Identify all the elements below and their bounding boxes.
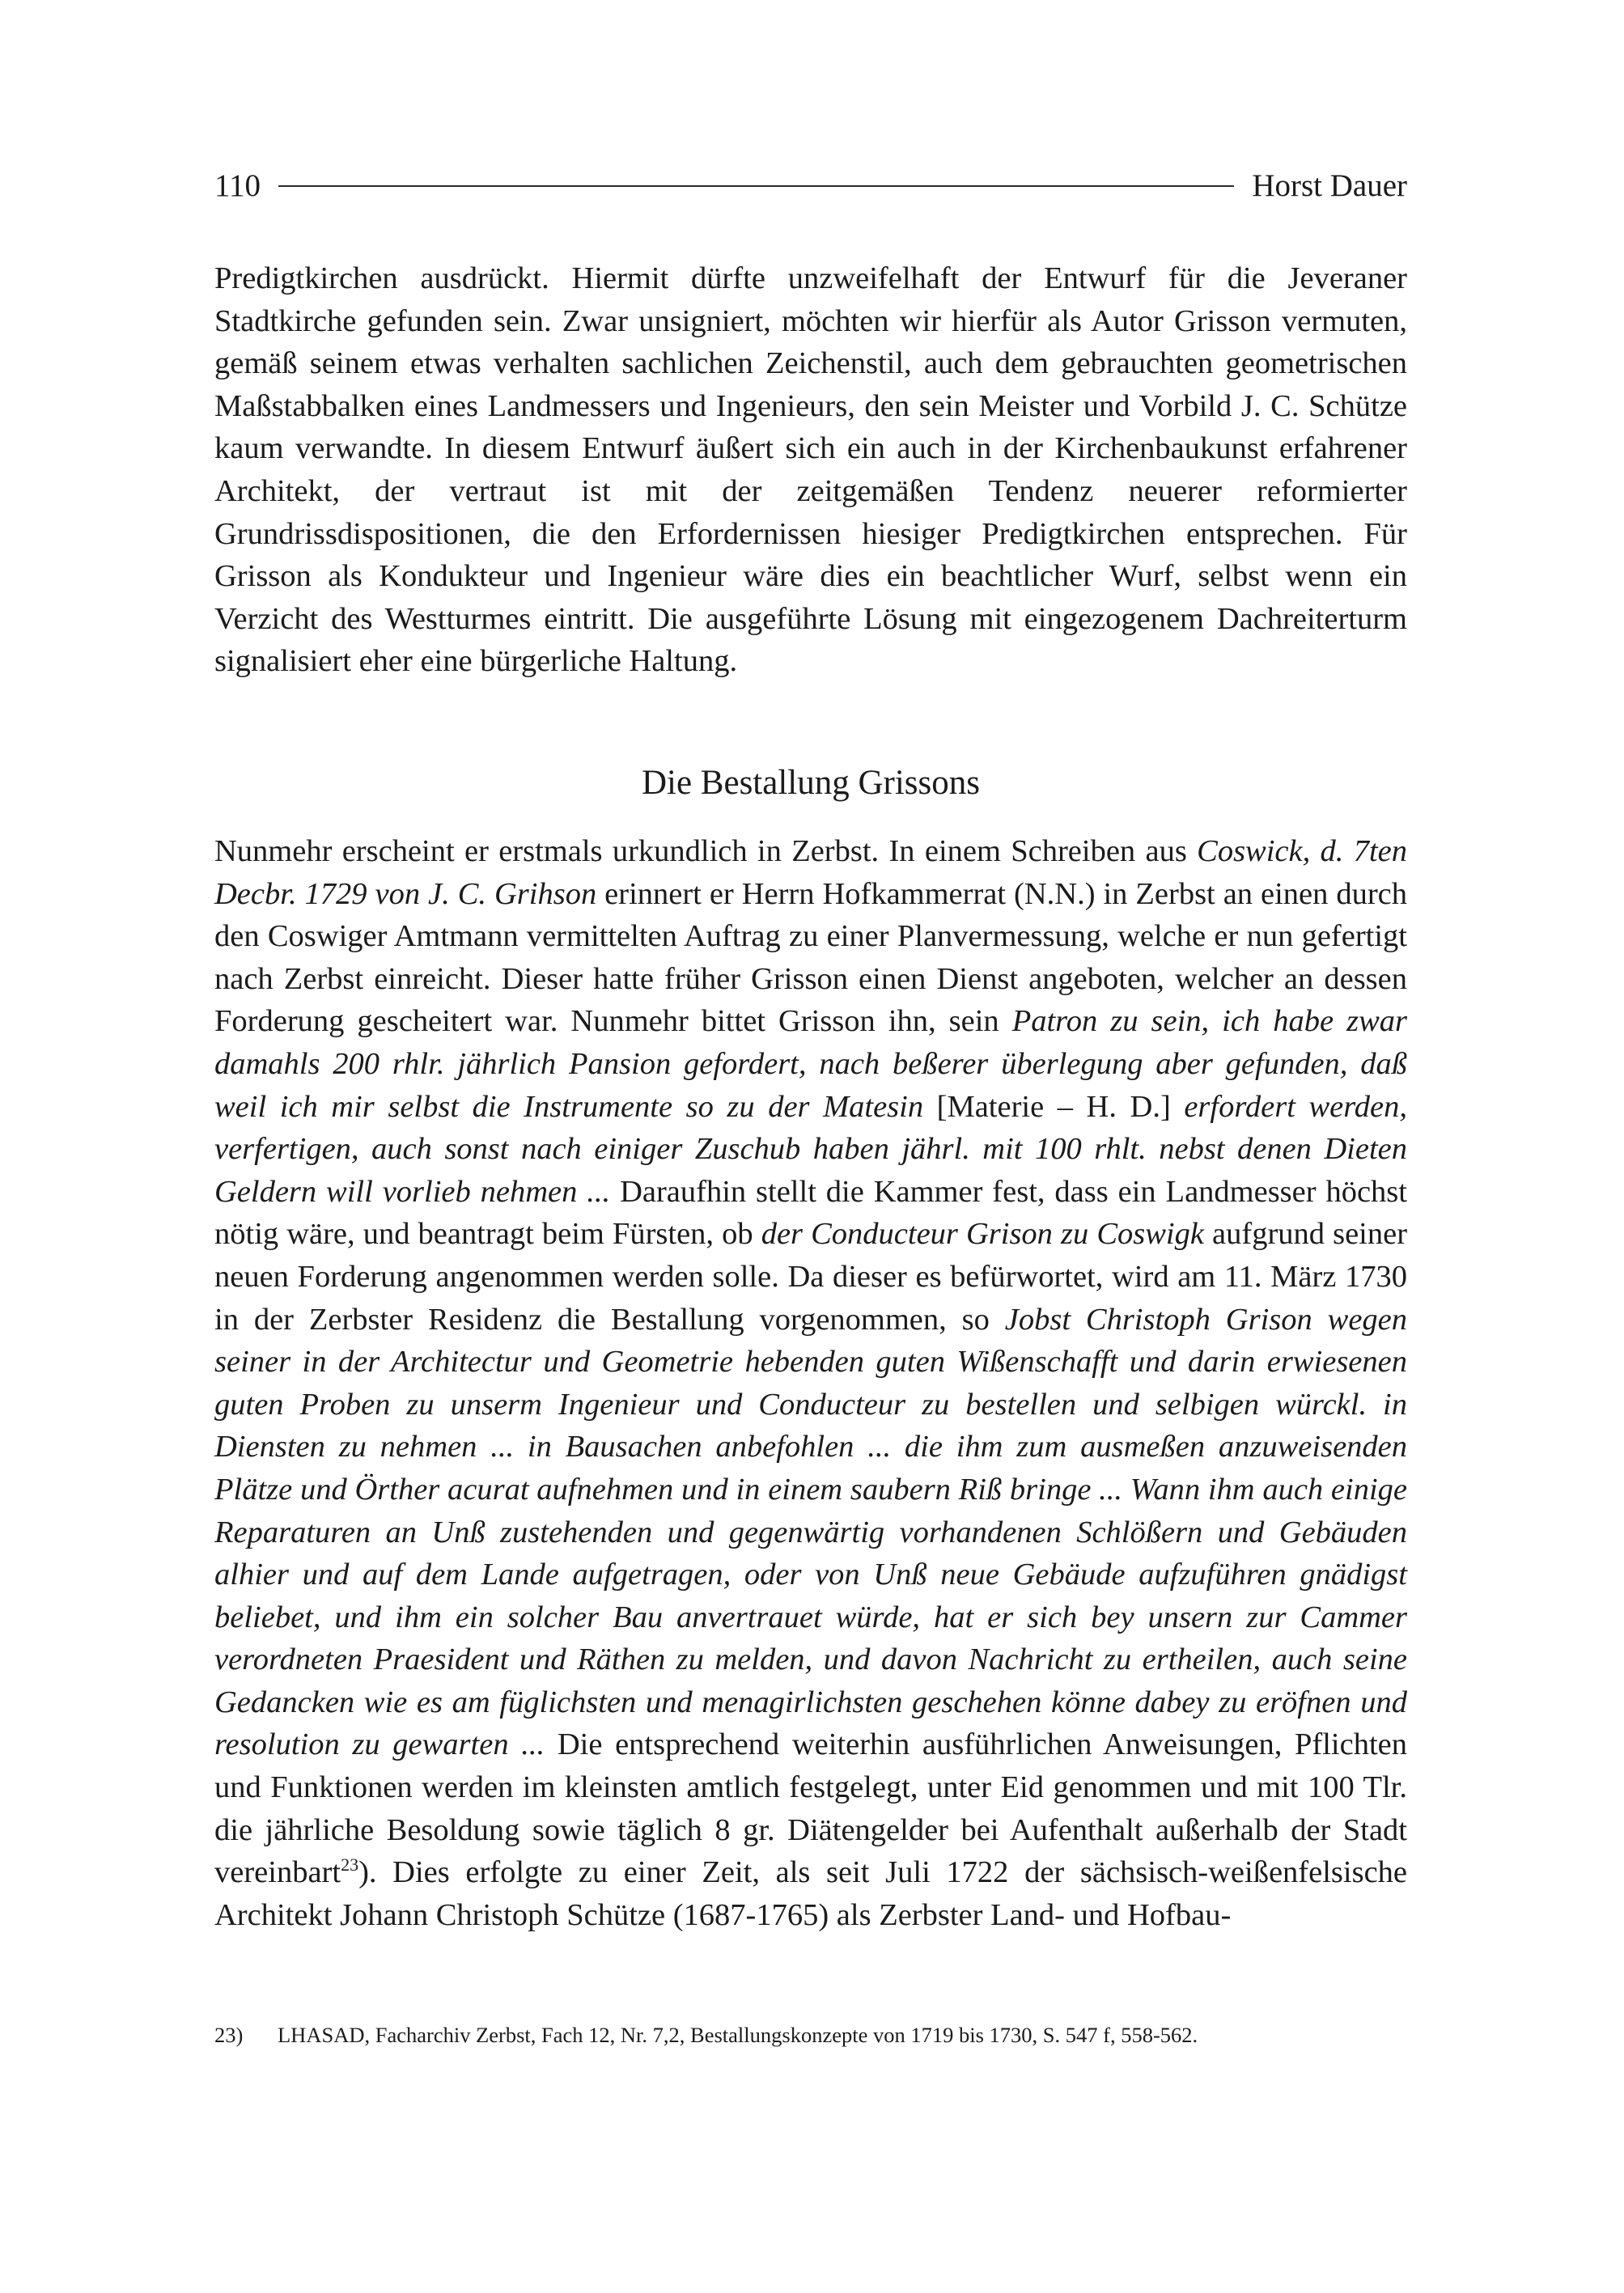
paragraph-text xyxy=(214,830,1407,1936)
text-run: Daraufhin stellt die Kammer fest, dass ein Landmesser höchst nötig wäre, und beantragt beim Fürsten, ob xyxy=(214,1174,1407,1252)
text-run: erinnert er Herrn Hofkammerrat (N.N.) in Zerbst an einen durch den Coswiger Amtmann vermittelten Auftrag zu einer Planvermessung, welche er nun gefertigt nach Zerbst einreicht. Dieser hatte früher Grisson einen Dienst angeboten, welcher an dessen Forderung gescheitert war. Nunmehr bittet Grisson ihn, sein xyxy=(214,876,1407,1039)
quoted-source-text: Coswick, d. 7ten Decbr. 1729 von J. C. Grihson xyxy=(214,834,1408,911)
text-run: Predigtkirchen ausdrückt. Hiermit dürfte unzweifelhaft der Entwurf für die Jeveraner Stadtkirche gefunden sein. Zwar unsigniert, möchten wir hierfür als Autor Grisson vermuten, gemäß seinem etwas verhalten sachlichen Zeichenstil, auch dem gebrauchten geometrischen Maßstabbalken eines Landmessers und Ingenieurs, den sein Meister und Vorbild J. C. Schütze kaum verwandte. In diesem Entwurf äußert sich ein auch in der Kirchenbaukunst erfahrener Architekt, der vertraut ist mit der zeitgemäßen Tendenz neuerer reformierter Grundrissdispositionen, die den Erfordernissen hiesiger Predigtkirchen entsprechen. Für Grisson als Kondukteur und Ingenieur wäre dies ein beachtlicher Wurf, selbst wenn ein Verzicht des Westturmes eintritt. Die ausgeführte Lösung mit eingezogenem Dachreiterturm signalisiert eher eine bürgerliche Haltung. xyxy=(214,261,1407,679)
running-author: Horst Dauer xyxy=(1252,168,1407,203)
paragraph-text xyxy=(214,257,1407,683)
body-paragraph-1 xyxy=(214,257,1407,683)
body-paragraph-2 xyxy=(214,830,1407,1936)
text-run: Nunmehr erscheint er erstmals urkundlich in Zerbst. In einem Schreiben aus xyxy=(214,834,1198,868)
quoted-source-text: Patron zu sein, ich habe zwar damahls 200 rhlr. jährlich Pansion gefordert, nach beßerer überlegung aber gefunden, daß weil ich mir selbst die Instrumente so zu der Matesin xyxy=(214,1004,1407,1124)
running-header xyxy=(214,162,1407,210)
text-run: Die entsprechend weiterhin ausführlichen Anweisungen, Pflichten und Funktionen werden im kleinsten amtlich festgelegt, unter Eid genommen und mit 100 Tlr. die jährliche Besoldung sowie täglich 8 gr. Diätengelder bei Aufenthalt außerhalb der Stadt vereinbart xyxy=(214,1727,1408,1890)
header-rule xyxy=(278,185,1234,187)
quoted-source-text: Jobst Christoph Grison wegen seiner in der Architectur und Geometrie hebenden guten Wißenschafft und darin erwiesenen guten Proben zu unserm Ingenieur und Conducteur zu bestellen und selbigen würckl. in Diensten zu nehmen ... in Bausachen anbefohlen ... die ihm zum ausmeßen anzuweisenden Plätze und Örther acurat aufnehmen und in einem saubern Riß bringe ... Wann ihm auch einige Reparaturen an Unß zustehenden und gegenwärtig vorhandenen Schlößern und Gebäuden alhier und auf dem Lande aufgetragen, oder von Unß neue Gebäude aufzuführen gnädigst beliebet, und ihm ein solcher Bau anvertrauet würde, hat er sich bey unsern zur Cammer verordneten Praesident und Räthen zu melden, und davon Nachricht zu ertheilen, auch seine Gedancken wie es am füglichsten und menagirlichsten geschehen könne dabey zu eröfnen und resolution zu gewarten ... xyxy=(214,1302,1407,1762)
footnote-text: LHASAD, Facharchiv Zerbst, Fach 12, Nr. 7,2, Bestallungskonzepte von 1719 bis 1730, S. 547 f, 558-562. xyxy=(278,2023,1198,2047)
section-heading: Die Bestallung Grissons xyxy=(641,764,981,802)
footnote-ref: 23 xyxy=(341,1854,359,1876)
text-run: aufgrund seiner neuen Forderung angenommen werden solle. Da dieser es befürwortet, wird am 11. März 1730 in der Zerbster Residenz die Bestallung vorgenommen, so xyxy=(214,1217,1408,1337)
quoted-source-text: erfordert werden, verfertigen, auch sonst nach einiger Zuschub haben jährl. mit 100 rhlt. nebst denen Dieten Geldern will vorlieb nehmen ... xyxy=(214,1089,1408,1209)
text-run: [Materie – H. D.] xyxy=(923,1089,1185,1124)
footnote-number: 23) xyxy=(214,2023,244,2047)
page-number: 110 xyxy=(214,168,261,203)
quoted-source-text: der Conducteur Grison zu Coswigk xyxy=(761,1217,1204,1252)
footnote xyxy=(214,2020,1407,2050)
text-run: ). Dies erfolgte zu einer Zeit, als seit Juli 1722 der sächsisch-weißenfelsische Architekt Johann Christoph Schütze (1687-1765) als Zerbster Land- und Hofbau- xyxy=(214,1855,1407,1932)
